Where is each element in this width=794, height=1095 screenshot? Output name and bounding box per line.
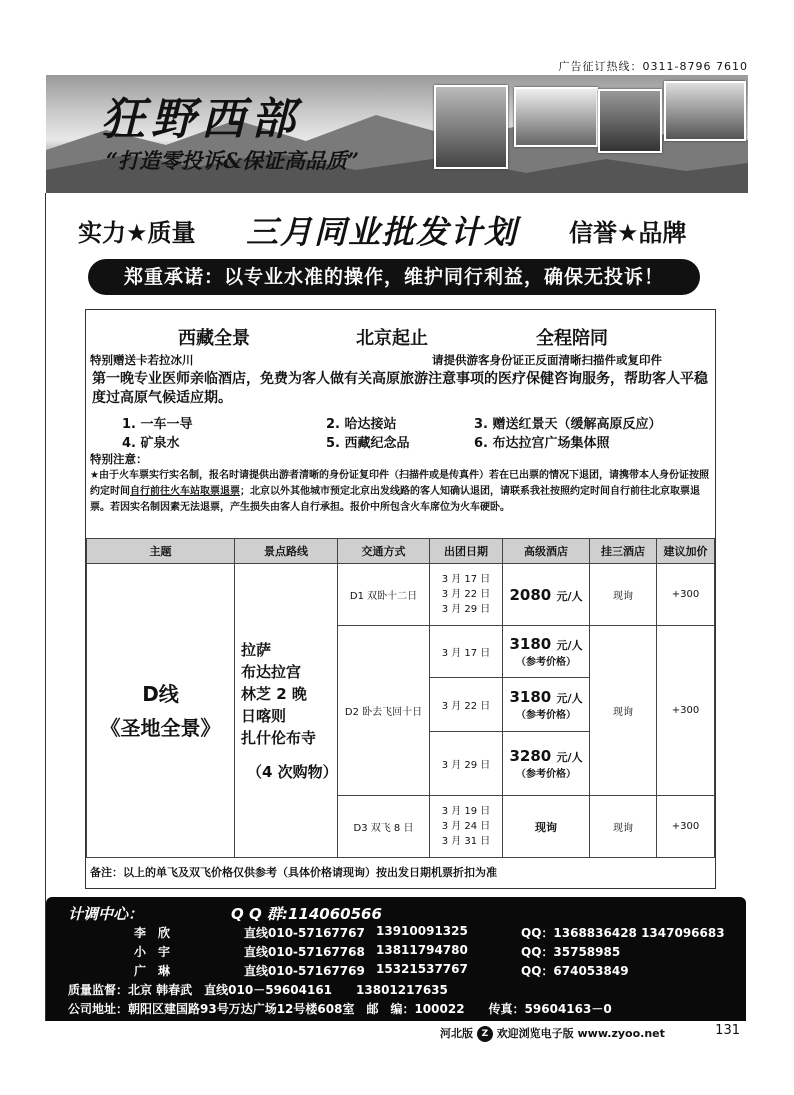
d3-dates: 3 月 19 日 3 月 24 日 3 月 31 日	[430, 796, 503, 858]
feature-4: 4. 矿泉水	[122, 436, 180, 451]
zyoo-logo-icon: Z	[477, 1026, 493, 1042]
d3-hotel: 现询	[503, 796, 590, 858]
header-transport: 交通方式	[338, 539, 430, 564]
person-1-qq: QQ：1368836428 1347096683	[521, 926, 725, 940]
header-date: 出团日期	[430, 539, 503, 564]
medical-service: 第一晚专业医师亲临酒店，免费为客人做有关高原旅游注意事项的医疗保健咨询服务，帮助客人平稳度过高原气候适应期。	[92, 371, 708, 406]
quality-supervision: 质量监督：北京 韩春武 直线010－59604161 13801217635	[68, 983, 448, 997]
person-3-line: 直线010-57167769	[244, 964, 365, 978]
intro-tibet: 西藏全景	[178, 328, 250, 349]
d3-transport: D3 双飞 8 日	[338, 796, 430, 858]
d2-date-2: 3 月 22 日	[430, 678, 503, 732]
person-3-qq: QQ：674053849	[521, 964, 629, 978]
person-1-name: 李 欣	[134, 926, 171, 940]
header-markup: 建议加价	[657, 539, 715, 564]
d2-add: +300	[657, 626, 715, 796]
d2-transport: D2 卧去飞回十日	[338, 626, 430, 796]
tour-box	[85, 309, 716, 889]
edition-label: 河北版	[440, 1027, 473, 1040]
footer	[440, 1025, 740, 1043]
header-hotel3: 挂三酒店	[590, 539, 657, 564]
person-2-line: 直线010-57167768	[244, 945, 365, 959]
d3-hotel3: 现询	[590, 796, 657, 858]
qq-group: Q Q 群:114060566	[231, 905, 382, 923]
d1-price: 2080 元/人	[503, 564, 590, 626]
photo-lake	[598, 89, 662, 153]
footer-link[interactable]: 欢迎浏览电子版 www.zyoo.net	[496, 1027, 665, 1040]
id-request: 请提供游客身份证正反面清晰扫描件或复印件	[432, 353, 662, 367]
d1-dates: 3 月 17 日 3 月 22 日 3 月 29 日	[430, 564, 503, 626]
feature-5: 5. 西藏纪念品	[326, 436, 410, 451]
remark: 备注：以上的单飞及双飞价格仅供参考（具体价格请现询）按出发日期机票折扣为准	[90, 866, 497, 879]
headline-left: 实力★质量	[78, 219, 196, 247]
person-2-mobile: 13811794780	[376, 943, 468, 957]
person-2-name: 小 宇	[134, 945, 171, 959]
photo-palace	[434, 85, 508, 169]
d3-add: +300	[657, 796, 715, 858]
banner-slogan: “打造零投诉&保证高品质”	[106, 148, 360, 173]
price-table	[86, 538, 715, 858]
route-cell: 拉萨 布达拉宫 林芝 2 晚 日喀则 扎什伦布寺 （4 次购物）	[235, 564, 338, 858]
contact-center: 计调中心：	[68, 905, 144, 923]
notice-title: 特别注意：	[90, 452, 148, 466]
feature-3: 3. 赠送红景天（缓解高原反应）	[474, 417, 662, 432]
person-3-mobile: 15321537767	[376, 962, 468, 976]
d2-hotel3: 现询	[590, 626, 657, 796]
person-1-line: 直线010-57167767	[244, 926, 365, 940]
header-hotel: 高级酒店	[503, 539, 590, 564]
company-address: 公司地址：朝阳区建国路93号万达广场12号楼608室 邮 编：100022 传真：59604163－0	[68, 1002, 612, 1016]
banner-title: 狂野西部	[101, 94, 301, 145]
d2-date-1: 3 月 17 日	[430, 626, 503, 678]
page-number: 131	[715, 1023, 740, 1038]
d2-price-1: 3180 元/人 （参考价格）	[503, 626, 590, 678]
header-route: 景点路线	[235, 539, 338, 564]
ad-hotline: 广告征订热线：0311-8796 7610	[558, 60, 748, 73]
contact-block	[46, 897, 746, 1021]
d2-price-2: 3180 元/人 （参考价格）	[503, 678, 590, 732]
notice-text: ★由于火车票实行实名制，报名时请提供出游者清晰的身份证复印件（扫描件或是传真件）若在已出票的情况下退团，请携带本人身份证按照约定时间自行前往火车站取票退票；北京以外其他城市预定北京出发线路的客人知确认退团，请联系我社按照约定时间自行前往北京取票退票。若因实名制因素无法退票，产生损失由客人自行承担。报价中所包含火车席位为火车硬卧。	[90, 470, 709, 513]
d1-hotel3: 现询	[590, 564, 657, 626]
person-2-qq: QQ：35758985	[521, 945, 621, 959]
header-theme: 主题	[87, 539, 235, 564]
theme-cell: D线 《圣地全景》	[87, 564, 235, 858]
headline-middle: 三月同业批发计划	[246, 213, 519, 251]
person-3-name: 广 琳	[134, 964, 171, 978]
d2-date-3: 3 月 29 日	[430, 732, 503, 796]
feature-2: 2. 哈达接站	[326, 417, 397, 432]
d1-add: +300	[657, 564, 715, 626]
person-1-mobile: 13910091325	[376, 924, 468, 938]
headline-right: 信誉★品牌	[569, 219, 687, 247]
feature-6: 6. 布达拉宫广场集体照	[474, 436, 610, 451]
intro-beijing: 北京起止	[356, 328, 428, 349]
photo-potala	[664, 81, 746, 141]
d2-price-3: 3280 元/人 （参考价格）	[503, 732, 590, 796]
feature-1: 1. 一车一导	[122, 417, 193, 432]
headline	[46, 205, 748, 249]
gift-text: 特别赠送卡若拉冰川	[90, 353, 194, 367]
photo-desert	[514, 87, 598, 147]
left-rule	[45, 193, 46, 1021]
promise-banner: 郑重承诺：以专业水准的操作，维护同行利益，确保无投诉！	[88, 259, 700, 295]
intro-escort: 全程陪同	[536, 328, 608, 349]
banner	[46, 75, 748, 193]
d1-transport: D1 双卧十二日	[338, 564, 430, 626]
